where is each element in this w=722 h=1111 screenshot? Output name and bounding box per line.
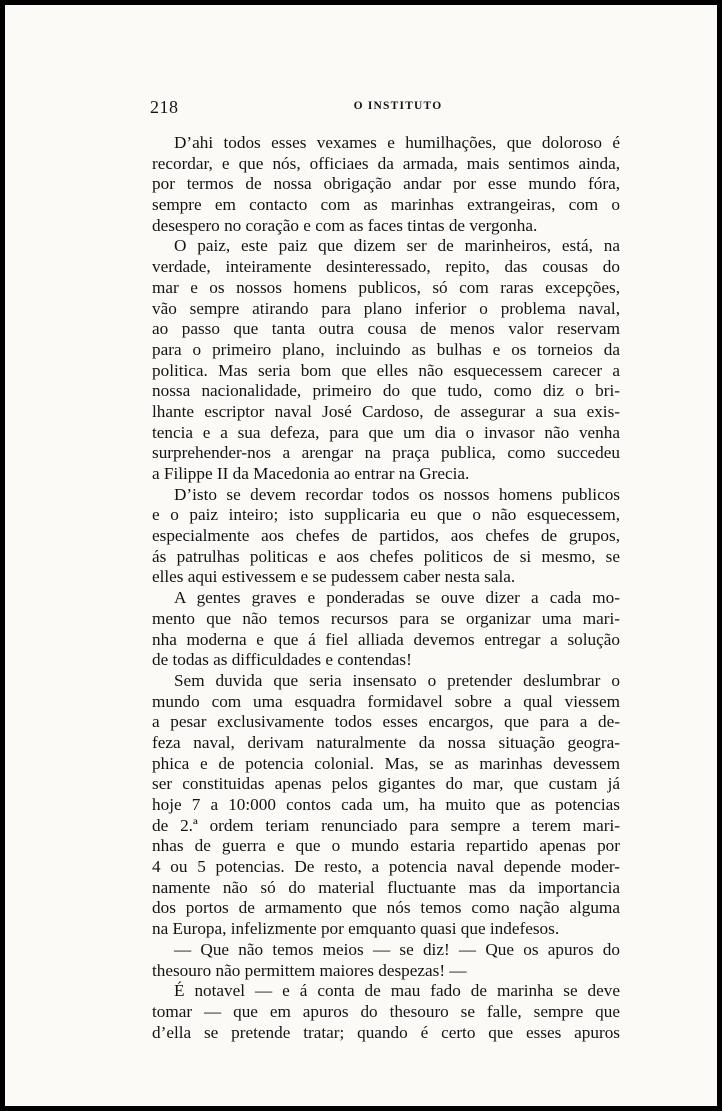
text-line: Sem duvida que seria insensato o pretender deslumbrar o	[174, 670, 620, 690]
text-line: thesouro não permittem maiores despezas! —	[152, 960, 467, 980]
text-line: a pesar exclusivamente todos esses encargos, que para a de-	[152, 712, 620, 732]
text-line: 4 ou 5 potencias. De resto, a potencia naval depende moder-	[152, 857, 620, 877]
text-line: nossa nacionalidade, primeiro do que tudo, como diz o bri-	[152, 381, 620, 401]
text-line: nha moderna e que á fiel alliada devemos entregar a solução	[152, 629, 620, 649]
text-line: D’ahi todos esses vexames e humilhações, que doloroso é	[174, 133, 620, 152]
text-line: ao passo que tanta outra cousa de menos valor reservam	[152, 319, 620, 339]
text-line: feza naval, derivam naturalmente da nossa situação geogra-	[152, 732, 620, 752]
text-line: nhas de guerra e que o mundo estaria repartido apenas por	[152, 836, 620, 856]
text-line: de 2.ª ordem teriam renunciado para sempre a terem mari-	[152, 815, 620, 835]
text-line: — Que não temos meios — se diz! — Que os apuros do	[174, 939, 620, 959]
text-line: phica e de potencia colonial. Mas, se as marinhas devessem	[152, 753, 620, 773]
running-title: O INSTITUTO	[353, 100, 443, 112]
text-line: sempre em contacto com as marinhas extrangeiras, com o	[152, 195, 620, 215]
text-line: recordar, e que nós, officiaes da armada, mais sentimos ainda,	[152, 153, 620, 173]
page-header	[150, 97, 616, 117]
text-line: por termos de nossa obrigação andar por esse mundo fóra,	[152, 174, 620, 194]
text-line: vão sempre atirando para plano inferior o problema naval,	[152, 298, 620, 318]
text-line: tencia e a sua defeza, para que um dia o invasor não venha	[152, 422, 620, 442]
text-line: namente não só do material fluctuante mas da importancia	[152, 877, 620, 897]
body-text	[152, 133, 620, 1043]
text-line: para o primeiro plano, incluindo as bulhas e os torneios da	[152, 339, 620, 359]
text-line: tomar — que em apuros do thesouro se falle, sempre que	[152, 1001, 620, 1021]
text-line: hoje 7 a 10:000 contos cada um, ha muito que as potencias	[152, 795, 620, 814]
text-line: mar e os nossos homens publicos, só com raras excepções,	[152, 277, 620, 297]
text-line: elles aqui estivessem e se pudessem caber nesta sala.	[152, 567, 516, 587]
text-line: ás patrulhas politicas e aos chefes politicos de si mesmo, se	[152, 546, 620, 566]
text-line: na Europa, infelizmente por emquanto quasi que indefesos.	[152, 919, 560, 939]
text-line: surprehender-nos a arengar na praça publica, como succedeu	[152, 443, 620, 463]
text-line: A gentes graves e ponderadas se ouve dizer a cada mo-	[174, 588, 620, 608]
text-line: politica. Mas seria bom que elles não esquecessem carecer a	[152, 360, 620, 380]
text-line: D’isto se devem recordar todos os nossos homens publicos	[174, 484, 620, 504]
text-line: a Filippe II da Macedonia ao entrar na Grecia.	[152, 464, 470, 483]
text-line: de todas as difficuldades e contendas!	[152, 650, 412, 670]
page-number: 218	[150, 97, 179, 117]
text-line: verdade, inteiramente desinteressado, repito, das cousas do	[152, 257, 620, 277]
text-line: especialmente aos chefes de partidos, aos chefes de grupos,	[152, 526, 620, 546]
text-line: desespero no coração e com as faces tintas de vergonha.	[152, 215, 538, 235]
text-line: ser constituidas apenas pelos gigantes do mar, que custam já	[152, 774, 620, 794]
document-page	[5, 5, 717, 1106]
text-line: É notavel — e á conta de mau fado de marinha se deve	[174, 981, 620, 1001]
text-line: O paiz, este paiz que dizem ser de marinheiros, está, na	[174, 236, 620, 256]
text-line: lhante escriptor naval José Cardoso, de assegurar a sua exis-	[152, 401, 620, 421]
text-line: mento que não temos recursos para se organizar uma mari-	[152, 608, 620, 628]
text-line: e o paiz inteiro; isto supplicaria eu que o não esquecessem,	[152, 505, 620, 525]
text-line: d’ella se pretende tratar; quando é certo que esses apuros	[152, 1022, 620, 1042]
text-line: mundo com uma esquadra formidavel sobre a qual viessem	[152, 691, 620, 711]
text-line: dos portos de armamento que nós temos como nação alguma	[152, 898, 620, 918]
